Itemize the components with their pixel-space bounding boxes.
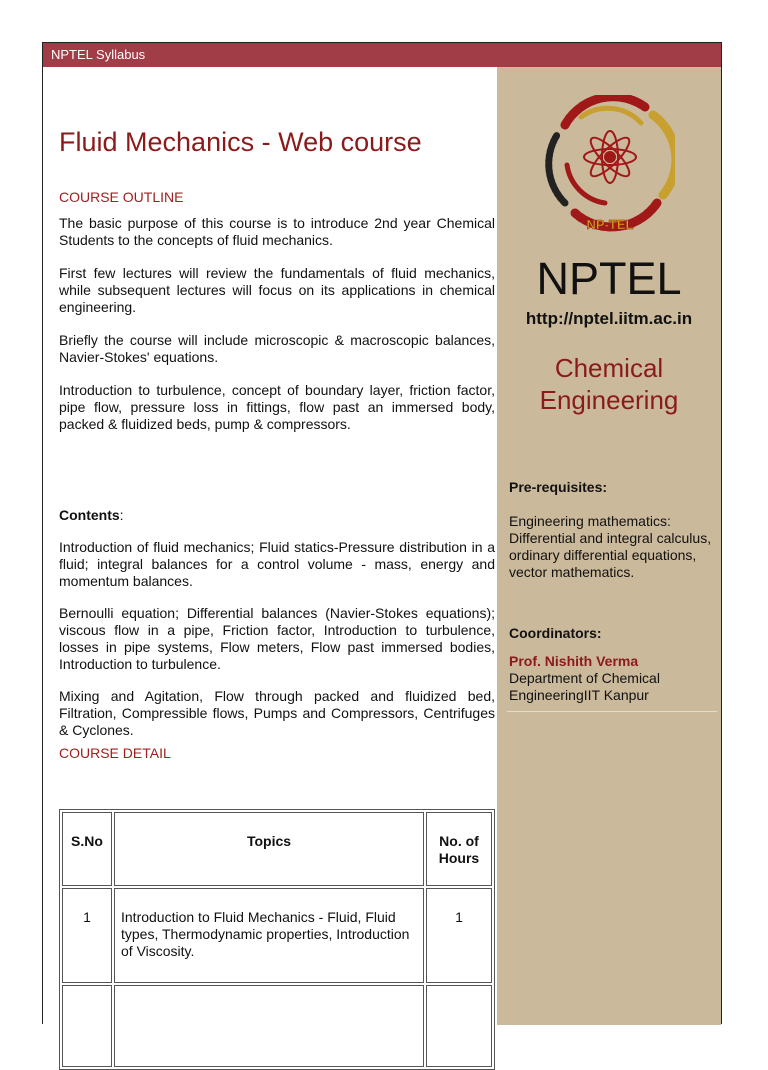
coordinator-department: Department of Chemical EngineeringIIT Kanpur	[509, 670, 660, 703]
outline-paragraph: First few lectures will review the fundamentals of fluid mechanics, while subsequent lectures will focus on its applications in chemical engineering.	[59, 265, 495, 315]
cell-sno: 1	[62, 888, 112, 983]
contents-heading-label: Contents	[59, 507, 120, 523]
sidebar	[497, 67, 721, 1025]
cell-sno	[62, 985, 112, 1067]
contents-paragraph: Bernoulli equation; Differential balances (Navier-Stokes equations); viscous flow in a pipe, Friction factor, Introduction to turbulence, losses in pipe systems, Flow meters, Flow past immersed bodies, Introduction to turbulence.	[59, 605, 495, 672]
logo-wordmark: NP-TEL	[586, 217, 634, 232]
prerequisites-text: Engineering mathematics: Differential and integral calculus, ordinary differential equations, vector mathematics.	[509, 513, 712, 580]
cell-topic	[114, 985, 424, 1067]
syllabus-header-bar: NPTEL Syllabus	[43, 43, 721, 67]
syllabus-page	[42, 42, 722, 1024]
contents-heading: Contents:	[59, 507, 124, 523]
department-line2: Engineering	[539, 385, 679, 415]
cell-hours	[426, 985, 492, 1067]
cell-topic: Introduction to Fluid Mechanics - Fluid, Fluid types, Thermodynamic properties, Introduction of Viscosity.	[114, 888, 424, 983]
coordinator-name: Prof. Nishith Verma	[509, 653, 639, 669]
contents-paragraph: Introduction of fluid mechanics; Fluid statics-Pressure distribution in a fluid; integral balances for a control volume - mass, energy and momentum balances.	[59, 539, 495, 589]
cell-hours: 1	[426, 888, 492, 983]
course-outline-heading: COURSE OUTLINE	[59, 189, 184, 205]
table-row	[62, 888, 492, 983]
prerequisites-heading: Pre-requisites:	[509, 479, 608, 495]
course-detail-heading: COURSE DETAIL	[59, 745, 171, 761]
department-line1: Chemical	[554, 353, 664, 383]
course-detail-table	[59, 809, 495, 1070]
nptel-url-link[interactable]: http://nptel.iitm.ac.in	[525, 309, 693, 328]
outline-paragraph: The basic purpose of this course is to introduce 2nd year Chemical Students to the concepts of fluid mechanics.	[59, 215, 495, 248]
outline-paragraph: Briefly the course will include microscopic & macroscopic balances, Navier-Stokes' equations.	[59, 332, 495, 365]
coordinators-heading: Coordinators:	[509, 625, 602, 641]
contents-paragraph: Mixing and Agitation, Flow through packed and fluidized bed, Filtration, Compressible flows, Pumps and Compressors, Centrifuges & Cyclones.	[59, 688, 495, 738]
main-content	[43, 67, 497, 1025]
table-row	[62, 985, 492, 1067]
header-hours: No. of Hours	[426, 812, 492, 886]
sidebar-divider	[507, 711, 717, 712]
outline-paragraph: Introduction to turbulence, concept of boundary layer, friction factor, pipe flow, pressure loss in fittings, flow past an immersed body, packed & fluidized beds, pump & compressors.	[59, 382, 495, 432]
header-topics: Topics	[114, 812, 424, 886]
page-title: Fluid Mechanics - Web course	[59, 127, 422, 157]
header-sno: S.No	[62, 812, 112, 886]
department-name	[497, 352, 721, 416]
nptel-logo	[545, 95, 675, 235]
table-header-row	[62, 812, 492, 886]
org-name: NPTEL	[536, 253, 682, 304]
